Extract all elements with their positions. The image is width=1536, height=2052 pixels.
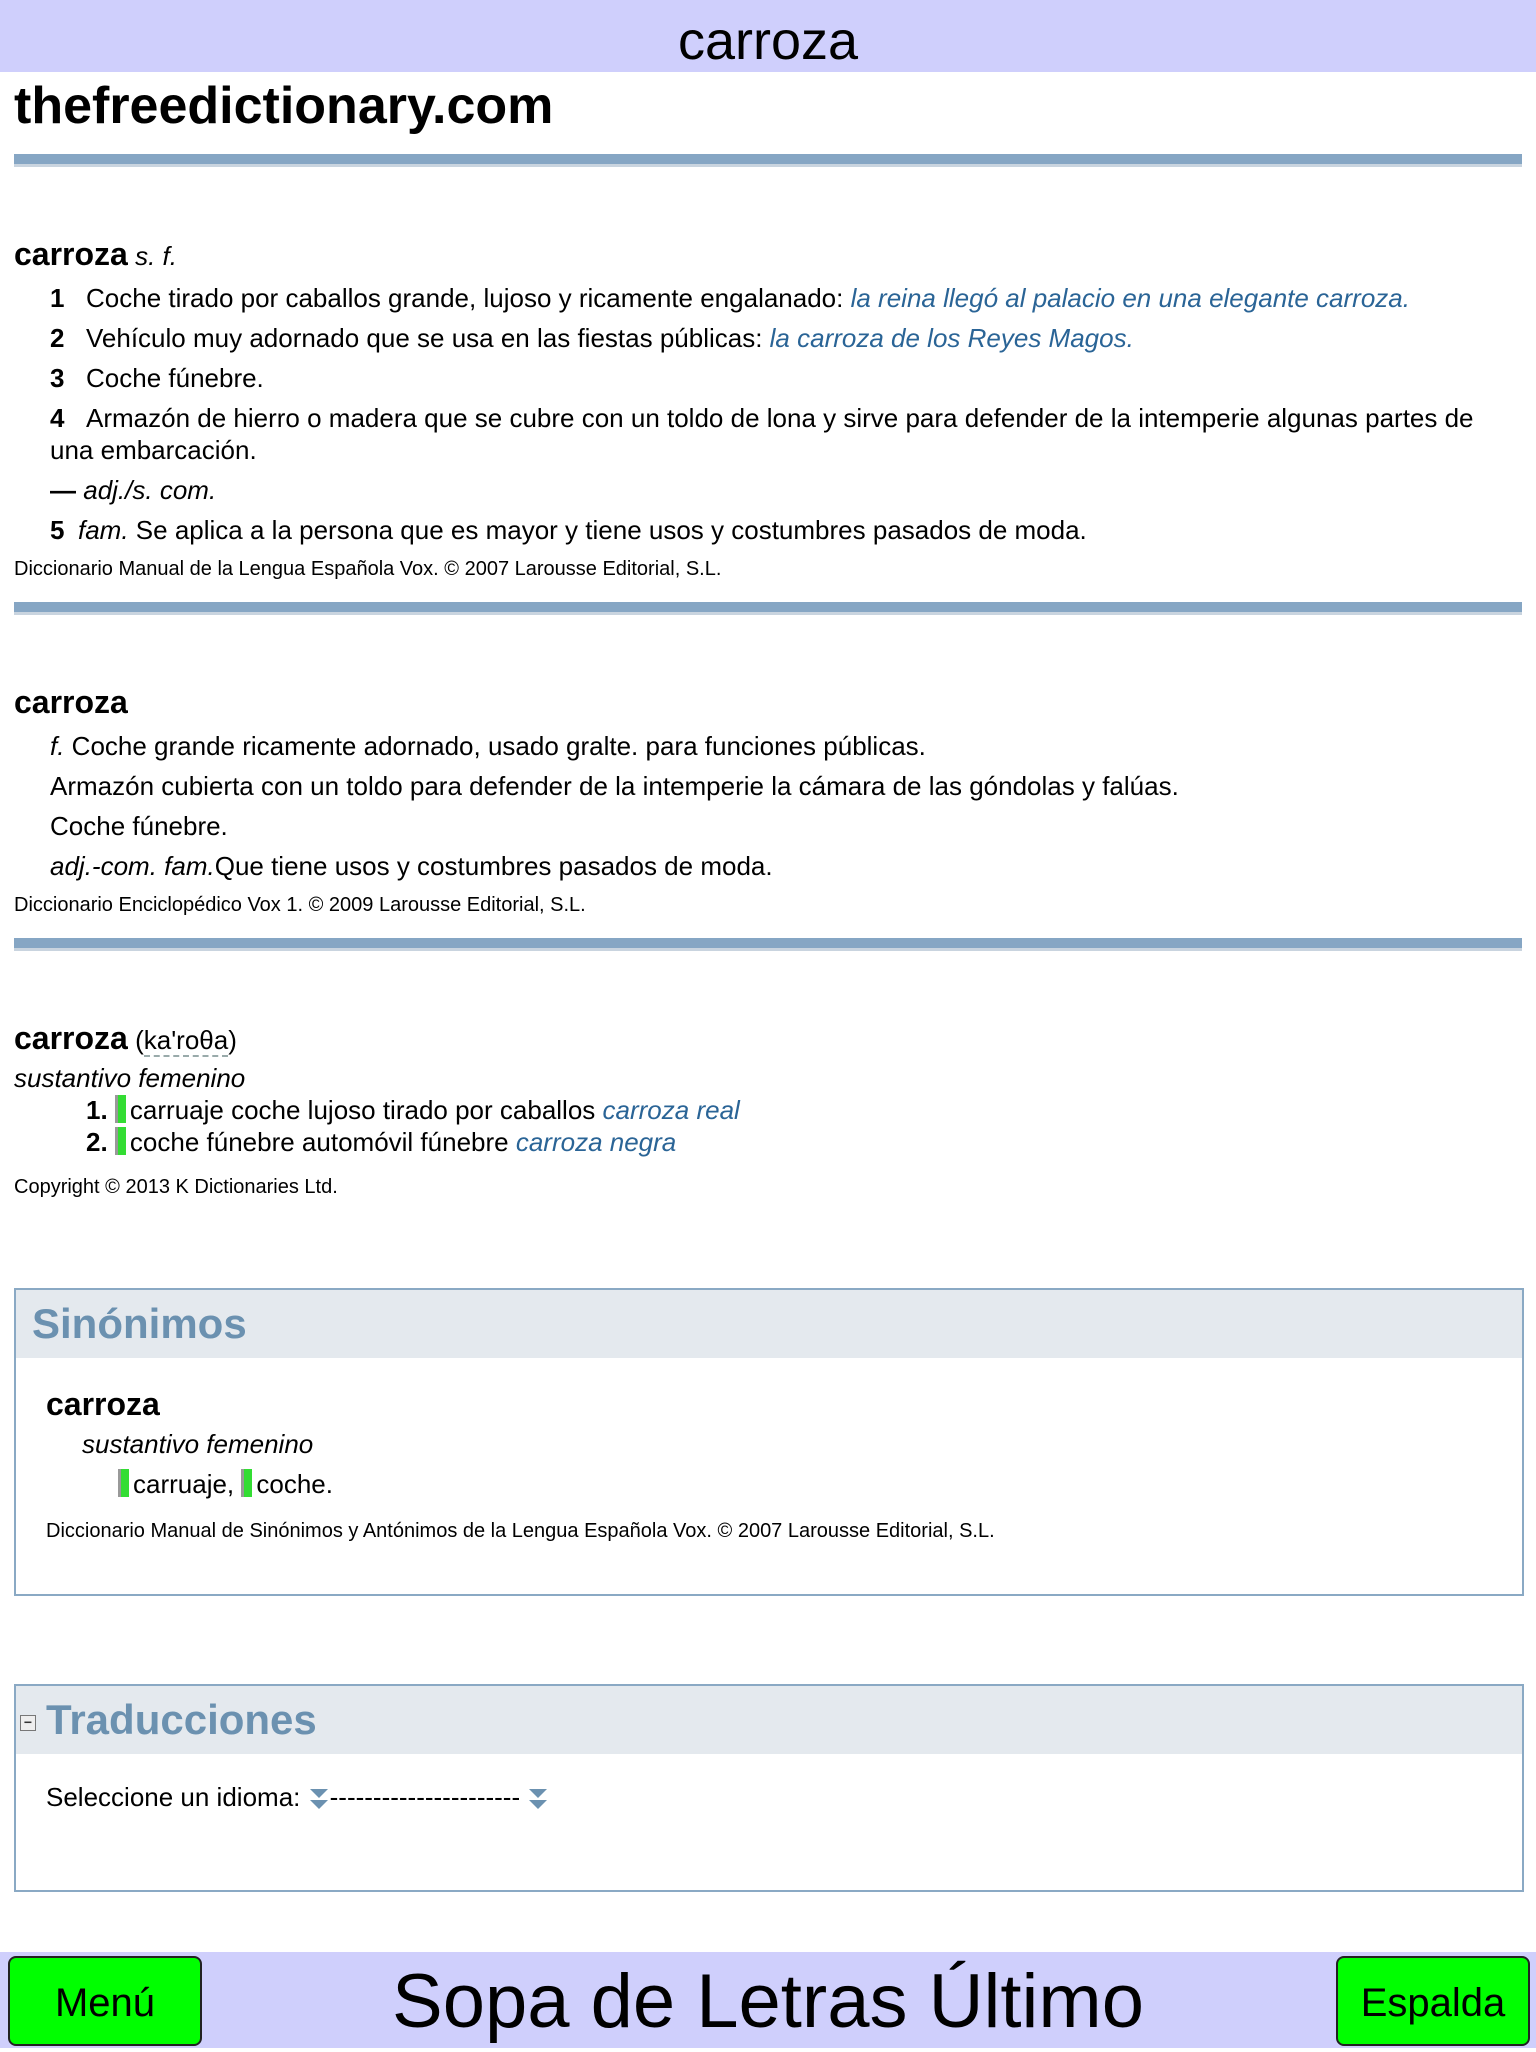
entry-k-dictionaries [14,1016,1522,1200]
frequency-bar-icon [241,1469,252,1497]
page-title: carroza [677,11,859,71]
definition-line: Armazón cubierta con un toldo para defender de la intemperie la cámara de las góndolas y falúas. [50,771,1179,801]
sense-text: Coche fúnebre. [86,363,264,393]
top-title-bar [0,0,1536,72]
translations-panel [14,1684,1524,1892]
item-text: coche fúnebre automóvil fúnebre [129,1127,516,1157]
part-of-speech: sustantivo femenino [14,1063,246,1093]
language-select-label: Seleccione un idioma: [46,1782,301,1812]
item-example[interactable]: carroza real [602,1095,740,1125]
app-title: Sopa de Letras Último [392,1959,1144,2044]
sense-number: 3 [50,363,65,393]
chevron-down-icon[interactable] [527,1787,549,1811]
entry-vox-enciclopedico [14,680,1522,918]
sense-text: Se aplica a la persona que es mayor y tiene usos y costumbres pasados de moda. [128,515,1087,545]
frequency-bar-icon [118,1469,129,1497]
translations-title: Traducciones [46,1696,317,1743]
usage-label: adj.-com. fam. [50,851,215,881]
synonyms-panel [14,1288,1524,1596]
source-credit: Diccionario Manual de la Lengua Española Vox. © 2007 Larousse Editorial, S.L. [14,558,722,580]
synonyms-body [16,1358,1522,1564]
sense-5 [14,510,1522,550]
synonym-pos: sustantivo femenino [82,1429,314,1459]
sense-text: Armazón de hierro o madera que se cubre con un toldo de lona y sirve para defender de la intemperie algunas partes de una embarcación. [50,403,1474,465]
sense-4 [14,398,1522,470]
sense-number: 4 [50,403,65,433]
sense-number: 2 [50,323,65,353]
divider [14,938,1522,951]
item-example[interactable]: carroza negra [515,1127,677,1157]
collapse-icon[interactable]: − [20,1715,36,1731]
bottom-bar [0,1952,1536,2048]
back-button[interactable]: Espalda [1336,1956,1530,2046]
synonyms-header [16,1290,1522,1358]
language-select[interactable]: ---------------------- [329,1782,521,1812]
sub-entry [14,470,1522,510]
divider [14,602,1522,615]
part-of-speech: s. f. [135,241,177,271]
entry-vox-manual [14,232,1522,582]
source-credit: Copyright © 2013 K Dictionaries Ltd. [14,1176,338,1198]
synonym-list [46,1464,1492,1504]
pronunciation-text[interactable]: ka'roθa [143,1025,229,1055]
paren-close: ) [228,1025,237,1055]
usage-label: f. [50,731,65,761]
sub-part-of-speech: adj./s. com. [83,475,217,505]
sense-list [14,1094,1522,1158]
translations-body [16,1754,1522,1833]
definition-line [14,846,1522,886]
sense-text: Coche tirado por caballos grande, lujoso y ricamente engalanado: [86,283,851,313]
headword: carroza [14,684,128,720]
sense-example: la reina llegó al palacio en una elegante carroza. [850,283,1410,313]
sense-2 [14,318,1522,358]
headword: carroza [14,1020,128,1056]
list-item [86,1094,1522,1126]
usage-label: fam. [78,515,129,545]
sense-example: la carroza de los Reyes Magos. [769,323,1134,353]
translations-header [16,1686,1522,1754]
divider [14,154,1522,167]
list-item [86,1126,1522,1158]
item-number: 1. [86,1095,108,1125]
sense-text: Vehículo muy adornado que se usa en las fiestas públicas: [86,323,770,353]
headword: carroza [14,236,128,272]
sense-3 [14,358,1522,398]
sense-number: 1 [50,283,65,313]
pronunciation [135,1025,237,1057]
frequency-bar-icon [115,1095,126,1123]
sense-1 [14,278,1522,318]
source-credit: Diccionario Manual de Sinónimos y Antónimos de la Lengua Española Vox. © 2007 Larousse Editorial, S.L. [46,1520,995,1542]
definition-text: Coche grande ricamente adornado, usado gralte. para funciones públicas. [64,731,926,761]
menu-button[interactable]: Menú [8,1956,202,2046]
definition-line: Coche fúnebre. [50,811,228,841]
synonym-headword: carroza [46,1386,160,1422]
paren-open: ( [135,1025,144,1055]
item-text: carruaje coche lujoso tirado por caballos [129,1095,603,1125]
definition-line [14,726,1522,766]
source-credit: Diccionario Enciclopédico Vox 1. © 2009 Larousse Editorial, S.L. [14,894,586,916]
site-name: thefreedictionary.com [14,77,554,135]
frequency-bar-icon [115,1127,126,1155]
chevron-down-icon[interactable] [308,1787,330,1811]
synonyms-title: Sinónimos [32,1300,247,1347]
sense-number: 5 [50,515,65,545]
synonym-word[interactable]: carruaje, [133,1469,235,1499]
item-number: 2. [86,1127,108,1157]
definition-text: Que tiene usos y costumbres pasados de moda. [214,851,773,881]
dash: — [50,475,76,505]
synonym-word[interactable]: coche. [256,1469,333,1499]
